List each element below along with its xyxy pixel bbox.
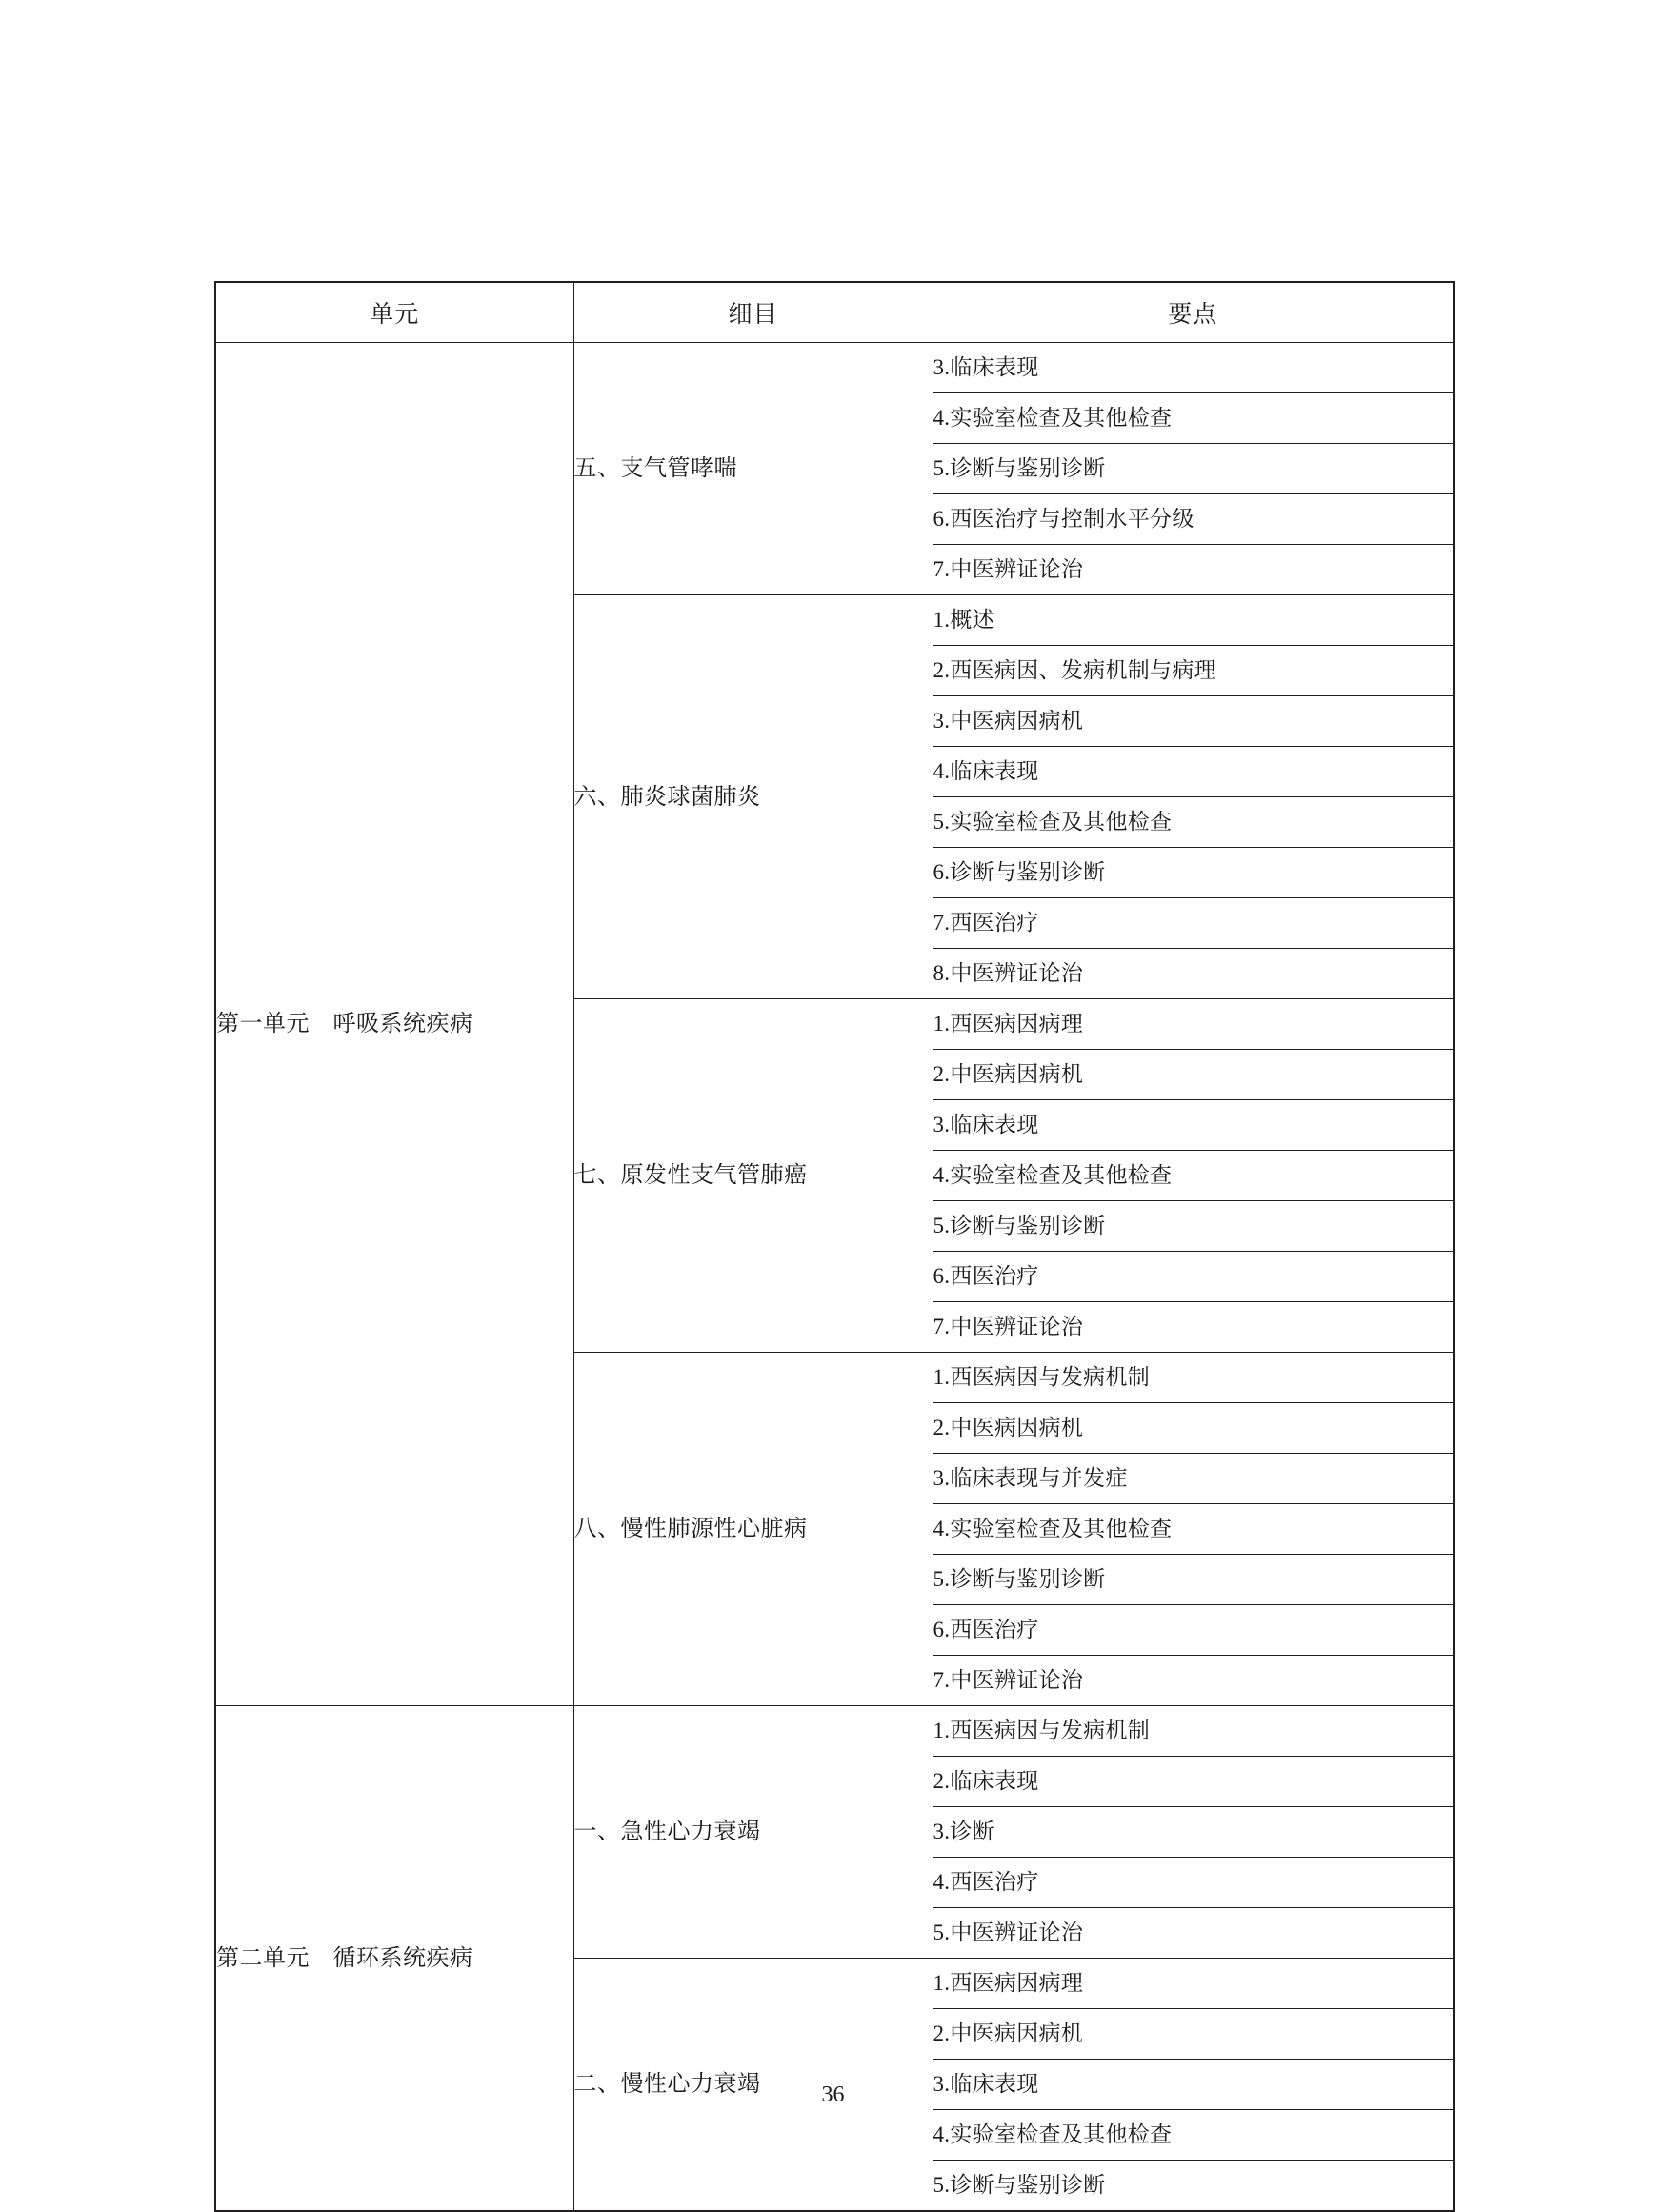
detail-cell: 五、支气管哮喘	[573, 343, 933, 595]
detail-cell: 八、慢性肺源性心脏病	[573, 1353, 933, 1706]
table-row	[215, 1706, 1454, 1757]
point-cell: 4.临床表现	[933, 747, 1454, 797]
page-number: 36	[821, 2082, 845, 2107]
table-body	[215, 343, 1454, 2212]
point-cell: 1.西医病因与发病机制	[933, 1353, 1454, 1403]
point-cell: 8.中医辨证论治	[933, 949, 1454, 999]
table-row	[215, 343, 1454, 393]
point-cell: 1.西医病因与发病机制	[933, 1706, 1454, 1757]
table-header-row	[215, 282, 1454, 343]
column-header-unit: 单元	[215, 282, 573, 343]
point-cell: 6.西医治疗与控制水平分级	[933, 494, 1454, 545]
point-cell: 7.中医辨证论治	[933, 545, 1454, 595]
detail-cell: 一、急性心力衰竭	[573, 1706, 933, 1959]
point-cell: 3.临床表现与并发症	[933, 1454, 1454, 1504]
point-cell: 3.诊断	[933, 1807, 1454, 1858]
point-cell: 7.中医辨证论治	[933, 1656, 1454, 1706]
point-cell: 4.西医治疗	[933, 1858, 1454, 1908]
detail-cell: 七、原发性支气管肺癌	[573, 999, 933, 1353]
point-cell: 2.临床表现	[933, 1757, 1454, 1807]
point-cell: 1.西医病因病理	[933, 1959, 1454, 2009]
unit-cell: 第二单元 循环系统疾病	[215, 1706, 573, 2212]
point-cell: 7.中医辨证论治	[933, 1302, 1454, 1353]
point-cell: 5.诊断与鉴别诊断	[933, 1201, 1454, 1252]
point-cell: 4.实验室检查及其他检查	[933, 1504, 1454, 1555]
point-cell: 6.西医治疗	[933, 1252, 1454, 1302]
detail-cell: 二、慢性心力衰竭	[573, 1959, 933, 2212]
point-cell: 7.西医治疗	[933, 898, 1454, 949]
point-cell: 1.西医病因病理	[933, 999, 1454, 1050]
point-cell: 6.西医治疗	[933, 1605, 1454, 1656]
point-cell: 4.实验室检查及其他检查	[933, 393, 1454, 444]
column-header-point: 要点	[933, 282, 1454, 343]
unit-cell: 第一单元 呼吸系统疾病	[215, 343, 573, 1706]
syllabus-table	[214, 281, 1455, 2212]
point-cell: 2.中医病因病机	[933, 2009, 1454, 2060]
point-cell: 3.临床表现	[933, 2060, 1454, 2110]
point-cell: 4.实验室检查及其他检查	[933, 1151, 1454, 1201]
point-cell: 5.中医辨证论治	[933, 1908, 1454, 1959]
column-header-detail: 细目	[573, 282, 933, 343]
point-cell: 3.临床表现	[933, 343, 1454, 393]
point-cell: 3.中医病因病机	[933, 696, 1454, 747]
point-cell: 5.诊断与鉴别诊断	[933, 1555, 1454, 1605]
point-cell: 1.概述	[933, 595, 1454, 646]
point-cell: 2.西医病因、发病机制与病理	[933, 646, 1454, 696]
point-cell: 5.诊断与鉴别诊断	[933, 444, 1454, 494]
point-cell: 6.诊断与鉴别诊断	[933, 848, 1454, 898]
table-header	[215, 282, 1454, 343]
point-cell: 2.中医病因病机	[933, 1403, 1454, 1454]
point-cell: 2.中医病因病机	[933, 1050, 1454, 1100]
point-cell: 5.实验室检查及其他检查	[933, 797, 1454, 848]
point-cell: 4.实验室检查及其他检查	[933, 2110, 1454, 2161]
point-cell: 3.临床表现	[933, 1100, 1454, 1151]
detail-cell: 六、肺炎球菌肺炎	[573, 595, 933, 999]
point-cell: 5.诊断与鉴别诊断	[933, 2161, 1454, 2212]
